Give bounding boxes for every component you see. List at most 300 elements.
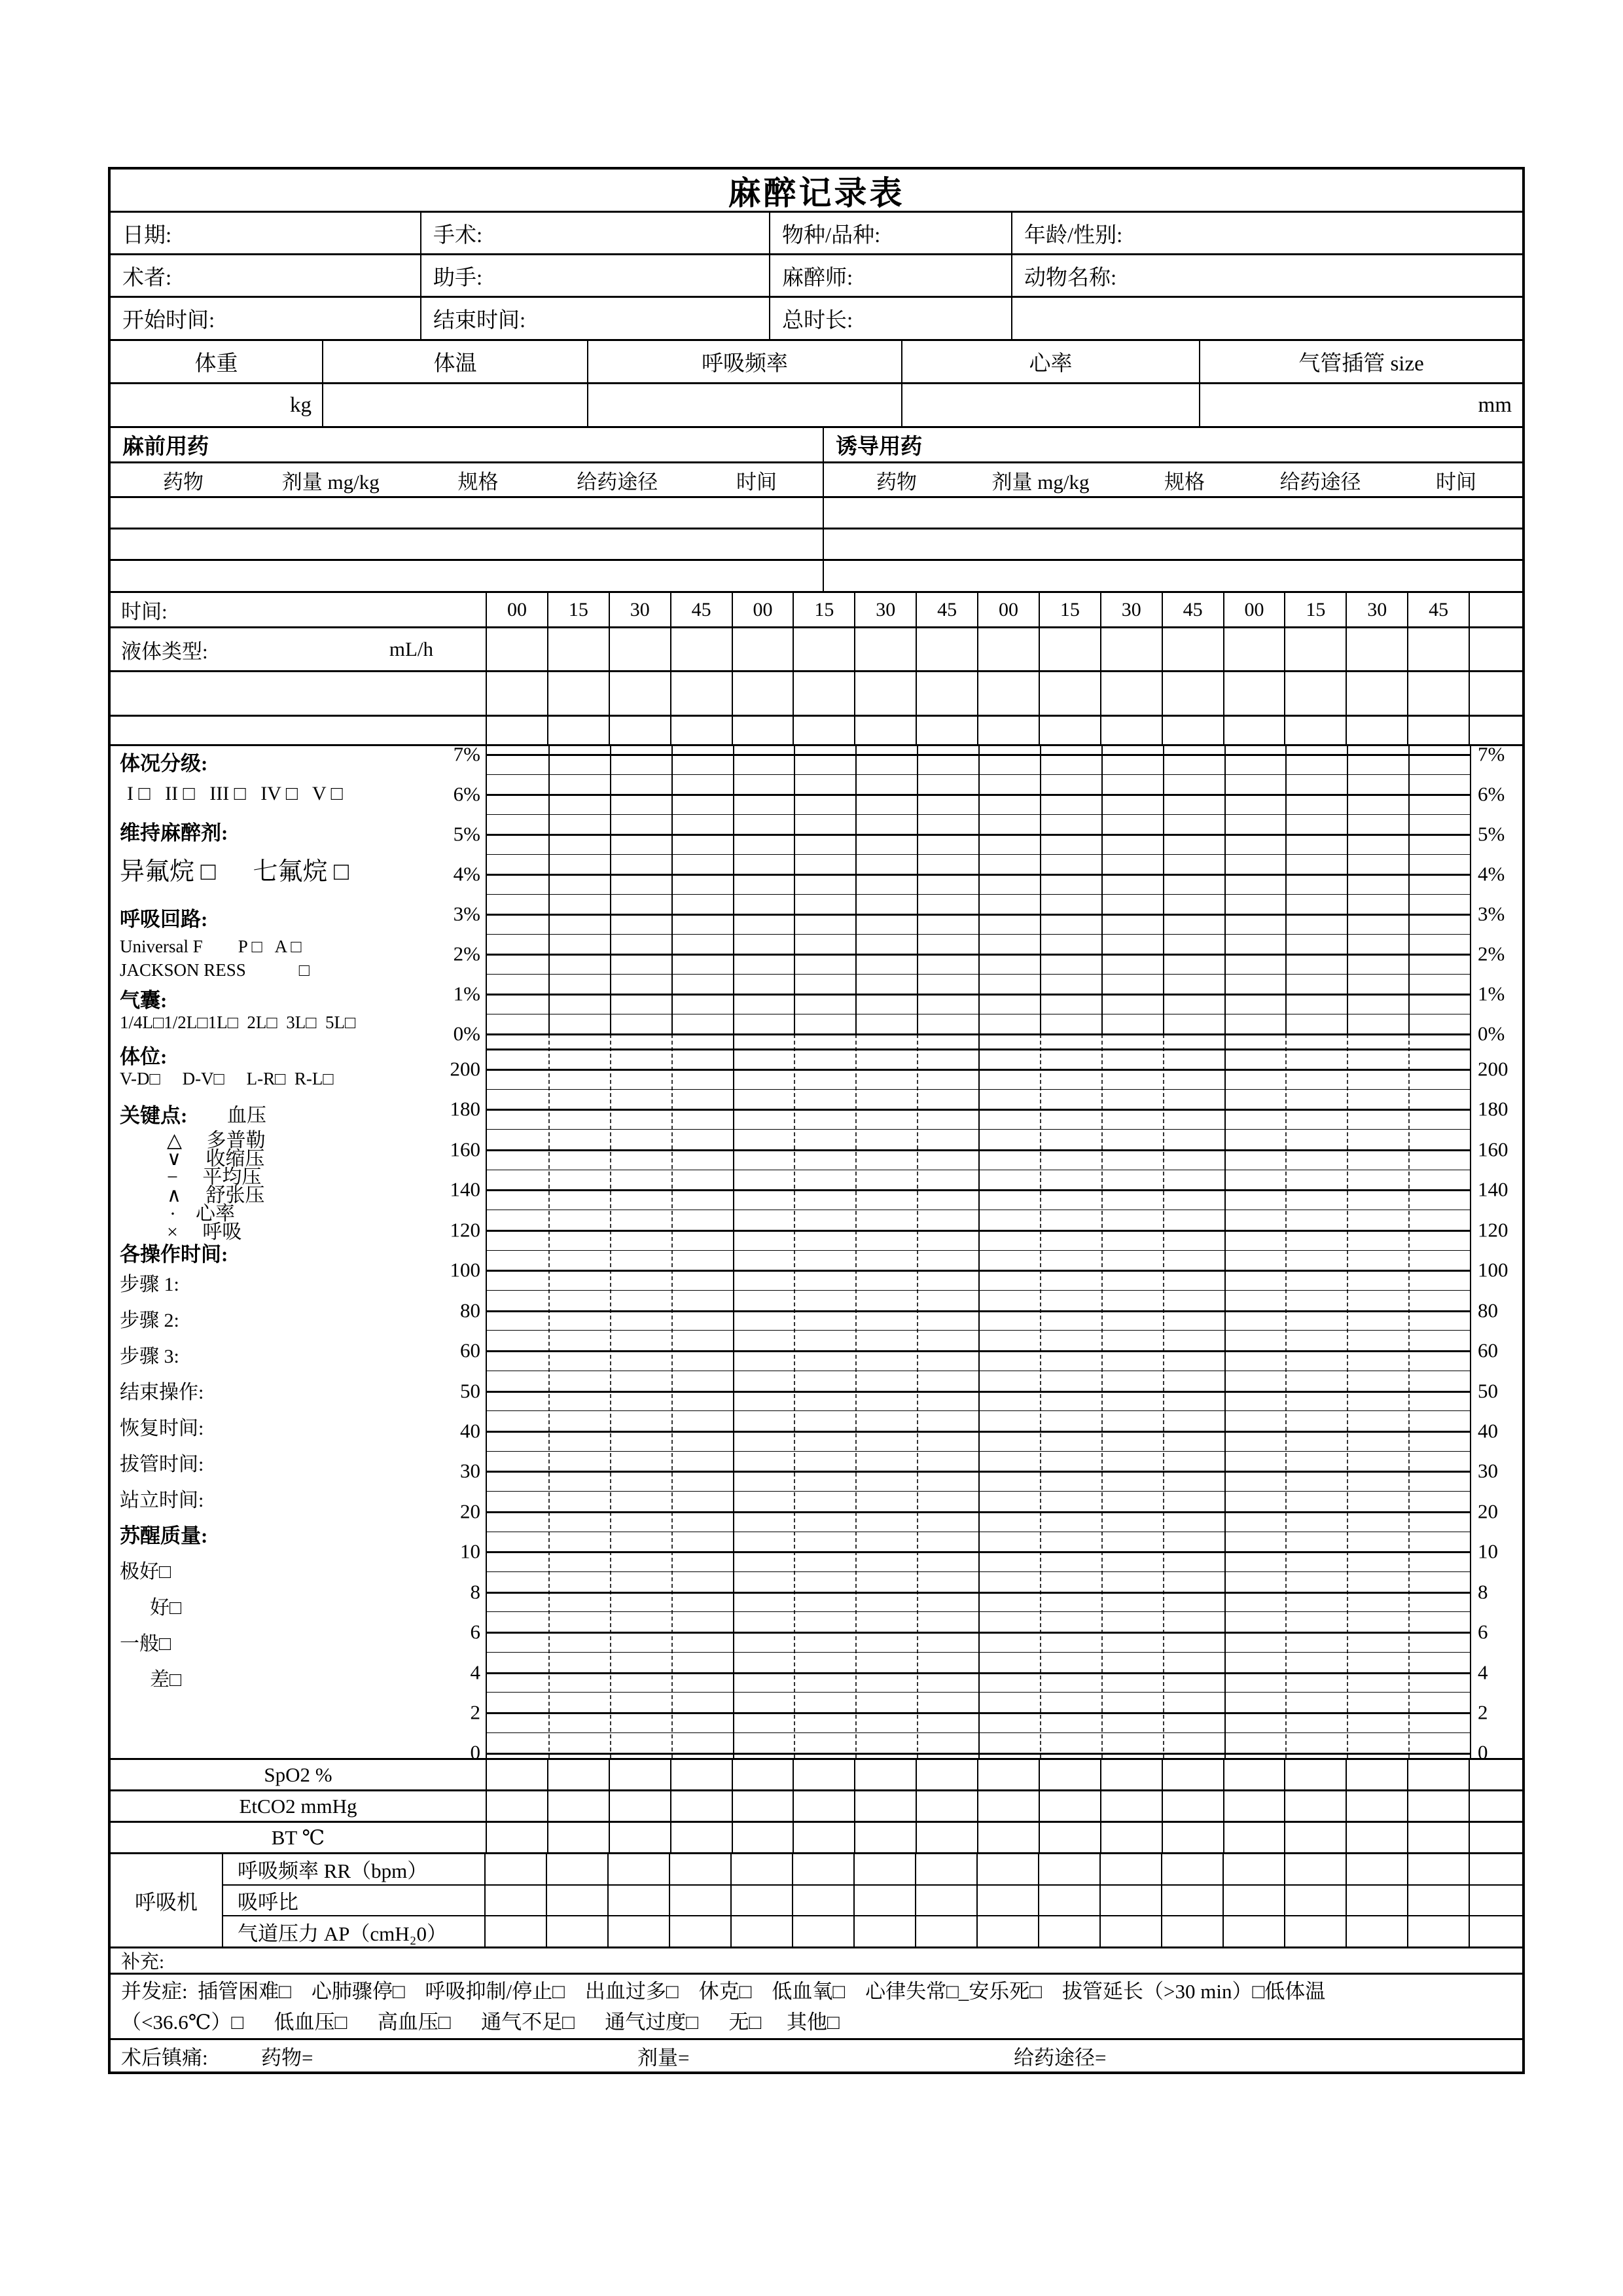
axis-label: 20 — [460, 1499, 480, 1523]
axis-label: 140 — [1478, 1177, 1508, 1201]
fill-cell — [1347, 672, 1408, 715]
grid-line — [487, 1672, 1470, 1674]
fill-cell — [916, 1916, 978, 1946]
premed-columns — [111, 463, 824, 496]
heart-rate-value — [902, 384, 1200, 426]
axis-label: 2% — [1478, 942, 1505, 965]
fill-cell — [1039, 1854, 1101, 1884]
fill-cell — [916, 1886, 978, 1916]
page-title: 麻醉记录表 — [111, 170, 1522, 213]
fill-cell — [1101, 1854, 1162, 1884]
induction-section-title: 诱导用药 — [836, 435, 922, 459]
axis-label: 2% — [453, 942, 480, 965]
axis-label: 180 — [1478, 1097, 1508, 1121]
bt-row — [111, 1823, 1522, 1854]
etco2-label: EtCO2 mmHg — [111, 1791, 487, 1821]
fill-cell — [486, 1886, 547, 1916]
header-row-3 — [111, 298, 1522, 341]
fill-cell — [855, 1886, 916, 1916]
fluid-row — [111, 628, 1522, 672]
axis-label: 50 — [460, 1379, 480, 1403]
weight-header: 体重 — [111, 341, 323, 382]
axis-label: 0 — [470, 1740, 480, 1764]
fill-cell — [548, 1760, 610, 1789]
fill-cell — [486, 1916, 547, 1946]
fill-cell — [978, 672, 1040, 715]
panel-item: 步骤 2: — [120, 1310, 179, 1331]
fill-cell — [1224, 1791, 1286, 1821]
fill-cell — [1285, 1886, 1347, 1916]
time-tick: 30 — [855, 593, 917, 626]
vitals-header-row — [111, 341, 1522, 384]
temperature-header: 体温 — [323, 341, 588, 382]
field-species: 物种/品种: — [770, 213, 1012, 253]
fill-cell — [1224, 1823, 1286, 1852]
fill-cell — [1040, 672, 1101, 715]
analgesia-dose: 剂量= — [637, 2046, 690, 2070]
fill-cell — [978, 1823, 1040, 1852]
fill-cell — [670, 1886, 732, 1916]
fill-cell — [1101, 672, 1163, 715]
panel-item: 一般□ — [120, 1633, 171, 1655]
grid-line — [487, 1732, 1470, 1733]
supplement-label: 补充: — [121, 1952, 165, 1973]
fill-cell — [1470, 1916, 1522, 1946]
panel-item: 步骤 3: — [120, 1346, 179, 1367]
fill-cell — [1224, 628, 1286, 670]
fluid-cells — [487, 628, 1522, 670]
col-spec: 规格 — [457, 470, 499, 493]
grid-line — [917, 746, 918, 1034]
fill-cell — [610, 1791, 671, 1821]
axis-label: 40 — [1478, 1419, 1498, 1443]
fill-cell — [1285, 672, 1347, 715]
grid-line — [1347, 1034, 1348, 1758]
fill-cell — [1101, 1760, 1163, 1789]
grid-line — [487, 1049, 1470, 1050]
fill-cell — [855, 672, 917, 715]
axis-label: 60 — [460, 1338, 480, 1362]
fill-cell — [1408, 717, 1470, 744]
axis-label: 6 — [470, 1620, 480, 1643]
panel-item: ∨ 收缩压 — [167, 1148, 265, 1170]
fill-cell — [1285, 1823, 1347, 1852]
fill-cell — [548, 1823, 610, 1852]
grid-line — [1347, 746, 1348, 1034]
fill-cell — [1162, 1854, 1224, 1884]
fill-cell — [1470, 628, 1522, 670]
grid-line — [487, 1491, 1470, 1492]
med-empty-row — [111, 561, 1522, 593]
field-surgery: 手术: — [421, 213, 770, 253]
ventilator-label: 呼吸机 — [111, 1854, 223, 1946]
fill-cell — [670, 1916, 732, 1946]
axis-label: 4% — [1478, 862, 1505, 886]
fill-cell — [917, 1823, 978, 1852]
axis-label: 120 — [450, 1218, 480, 1242]
grid-line — [487, 1652, 1470, 1653]
med-empty-row — [111, 529, 1522, 561]
analgesia-route: 给药途径= — [1014, 2046, 1107, 2070]
grid-line — [1285, 746, 1287, 1034]
fill-cell — [609, 1886, 670, 1916]
grid-line — [487, 794, 1470, 796]
fill-cell — [1285, 628, 1347, 670]
axis-label: 160 — [1478, 1138, 1508, 1161]
field-animal-name: 动物名称: — [1024, 266, 1117, 290]
med-column-headers — [111, 463, 1522, 498]
blank-row — [111, 672, 1522, 717]
fill-cell — [1470, 1886, 1522, 1916]
col-time: 时间 — [1435, 470, 1476, 493]
fill-cell — [1162, 1916, 1224, 1946]
analgesia-label: 术后镇痛: — [121, 2046, 208, 2070]
fill-cell — [1224, 717, 1286, 744]
fill-cell — [1470, 672, 1522, 715]
axis-label: 100 — [1478, 1258, 1508, 1282]
fill-cell — [1285, 717, 1347, 744]
field-surgeon: 术者: — [111, 255, 421, 296]
grid-line — [1285, 1034, 1287, 1758]
grid-line — [487, 1632, 1470, 1634]
grid-line — [487, 1391, 1470, 1393]
temperature-value — [323, 384, 588, 426]
fill-cell — [978, 1886, 1039, 1916]
grid-line — [487, 1129, 1470, 1130]
fill-cell — [1101, 628, 1163, 670]
panel-item: 1/4L□1/2L□1L□ 2L□ 3L□ 5L□ — [120, 1013, 356, 1032]
ett-size-unit: mm — [1478, 393, 1512, 417]
fill-cell — [610, 1823, 671, 1852]
fill-cell — [1347, 1854, 1408, 1884]
fill-cell — [1224, 1854, 1285, 1884]
complications-row — [111, 1975, 1522, 2040]
col-route: 给药途径 — [1279, 470, 1361, 493]
fill-cell — [1408, 1791, 1470, 1821]
fill-cell — [917, 717, 978, 744]
grid-line — [487, 1551, 1470, 1553]
grid-line — [487, 1230, 1470, 1232]
grid-line — [487, 894, 1470, 895]
time-tick: 45 — [671, 593, 733, 626]
chart-grid — [487, 746, 1470, 1758]
fill-cell — [1101, 1886, 1162, 1916]
panel-item: 差□ — [150, 1669, 182, 1691]
fill-cell — [547, 1854, 609, 1884]
panel-item: 体况分级: — [120, 752, 208, 775]
fill-cell — [1470, 717, 1522, 744]
fill-cell — [1163, 1823, 1224, 1852]
panel-item: 呼吸回路: — [120, 908, 208, 931]
monitoring-chart — [111, 742, 1522, 1764]
fill-cell — [794, 1791, 855, 1821]
panel-item: 结束操作: — [120, 1382, 204, 1403]
analgesia-row — [111, 2040, 1522, 2072]
fill-cell — [793, 1854, 855, 1884]
fill-cell — [487, 1791, 548, 1821]
ventilator-group — [111, 1854, 1522, 1948]
axis-label: 160 — [450, 1138, 480, 1161]
grid-line — [487, 1250, 1470, 1251]
grid-line — [794, 1034, 795, 1758]
fill-cell — [1224, 1886, 1285, 1916]
fill-cell — [1285, 1854, 1347, 1884]
vent-ap-row — [223, 1916, 1522, 1946]
grid-line — [487, 1109, 1470, 1111]
fill-cell — [548, 1791, 610, 1821]
axis-label: 5% — [1478, 822, 1505, 846]
axis-label: 4 — [1478, 1660, 1488, 1684]
col-spec: 规格 — [1164, 470, 1205, 493]
grid-line — [671, 1034, 673, 1758]
fill-cell — [1408, 1823, 1470, 1852]
axis-label: 140 — [450, 1177, 480, 1201]
induction-columns — [824, 463, 1522, 496]
fill-cell — [855, 1854, 916, 1884]
fill-cell — [1039, 1886, 1101, 1916]
axis-label: 120 — [1478, 1218, 1508, 1242]
axis-label: 5% — [453, 822, 480, 846]
time-tick: 45 — [1163, 593, 1224, 626]
fill-cell — [978, 1791, 1040, 1821]
time-tick: 00 — [1224, 593, 1286, 626]
axis-label: 8 — [470, 1580, 480, 1604]
analgesia-drug: 药物= — [261, 2046, 313, 2070]
panel-item: × 呼吸 — [167, 1221, 242, 1243]
fill-cell — [855, 1760, 917, 1789]
grid-line — [487, 934, 1470, 935]
panel-item: 恢复时间: — [120, 1418, 204, 1439]
time-ticks — [487, 593, 1522, 626]
fill-cell — [671, 672, 733, 715]
panel-item: 体位: — [120, 1045, 168, 1068]
fill-cell — [1347, 1791, 1408, 1821]
fluid-unit: mL/h — [389, 637, 433, 660]
fill-cell — [978, 1854, 1039, 1884]
fill-cell — [1347, 717, 1408, 744]
grid-line — [487, 1189, 1470, 1191]
axis-label: 4% — [453, 862, 480, 886]
fill-cell — [978, 1916, 1039, 1946]
grid-line — [487, 754, 1470, 756]
fill-cell — [855, 717, 917, 744]
grid-line — [487, 954, 1470, 956]
premed-section-title: 麻前用药 — [111, 428, 824, 461]
grid-line — [1224, 1034, 1226, 1758]
axis-label: 2 — [1478, 1700, 1488, 1724]
fill-cell — [793, 1886, 855, 1916]
fill-cell — [1101, 717, 1163, 744]
fill-cell — [1347, 1823, 1408, 1852]
axis-label: 0 — [1478, 1740, 1488, 1764]
med-section-titles — [111, 428, 1522, 463]
grid-line — [487, 1692, 1470, 1693]
fill-cell — [548, 672, 610, 715]
grid-line — [487, 994, 1470, 996]
fill-cell — [1163, 717, 1224, 744]
grid-line — [1101, 746, 1103, 1034]
fill-cell — [794, 628, 855, 670]
field-end-time: 结束时间: — [421, 298, 770, 339]
grid-line — [487, 1471, 1470, 1473]
axis-label: 6 — [1478, 1620, 1488, 1643]
grid-line — [487, 1089, 1470, 1090]
fill-cell — [855, 628, 917, 670]
panel-item: ∧ 舒张压 — [167, 1185, 265, 1206]
fill-cell — [978, 717, 1040, 744]
grid-line — [1408, 746, 1410, 1034]
fill-cell — [671, 717, 733, 744]
grid-line — [487, 1310, 1470, 1312]
vitals-value-row — [111, 384, 1522, 428]
fill-cell — [1285, 1791, 1347, 1821]
panel-item: 维持麻醉剂: — [120, 821, 228, 844]
heart-rate-header: 心率 — [902, 341, 1200, 382]
axis-label: 200 — [450, 1057, 480, 1081]
fill-cell — [1040, 1791, 1101, 1821]
fill-cell — [1470, 1791, 1522, 1821]
complications-line2: （<36.6℃）□ 低血压□ 高血压□ 通气不足□ 通气过度□ 无□ 其他□ — [121, 2011, 840, 2034]
fill-cell — [794, 1760, 855, 1789]
panel-item: 关键点: — [120, 1104, 188, 1127]
fill-cell — [855, 1791, 917, 1821]
grid-line — [1408, 1034, 1410, 1758]
axis-label: 180 — [450, 1097, 480, 1121]
fill-cell — [917, 628, 978, 670]
etco2-row — [111, 1791, 1522, 1823]
axis-label: 6% — [453, 782, 480, 806]
axis-label: 20 — [1478, 1499, 1498, 1523]
time-tick: 30 — [1347, 593, 1408, 626]
grid-line — [487, 774, 1470, 775]
grid-line — [978, 746, 980, 1034]
fill-cell — [1101, 1791, 1163, 1821]
grid-line — [487, 974, 1470, 975]
panel-item: 苏醒质量: — [120, 1524, 208, 1547]
vent-rr-label: 呼吸频率 RR（bpm） — [223, 1854, 486, 1884]
grid-line — [1224, 746, 1226, 1034]
time-tick: 15 — [1040, 593, 1101, 626]
col-time: 时间 — [736, 470, 777, 493]
grid-line — [487, 1350, 1470, 1352]
fill-cell — [1470, 1823, 1522, 1852]
fill-cell — [794, 672, 855, 715]
fill-cell — [671, 1823, 733, 1852]
field-blank — [1012, 298, 1522, 339]
grid-line — [794, 746, 795, 1034]
fill-cell — [732, 1854, 793, 1884]
fill-cell — [487, 1823, 548, 1852]
field-total-duration: 总时长: — [770, 298, 1012, 339]
fill-cell — [610, 672, 671, 715]
axis-label: 8 — [1478, 1580, 1488, 1604]
spo2-label: SpO2 % — [111, 1760, 487, 1789]
axis-label: 7% — [1478, 742, 1505, 766]
fill-cell — [733, 717, 794, 744]
axis-label: 1% — [453, 982, 480, 1005]
axis-label: 2 — [470, 1700, 480, 1724]
fill-cell — [1408, 1916, 1470, 1946]
grid-line — [548, 746, 550, 1034]
axis-label: 10 — [1478, 1539, 1498, 1563]
fill-cell — [733, 672, 794, 715]
fill-cell — [1162, 1886, 1224, 1916]
vent-ap-label: 气道压力 AP（cmH₂0） — [223, 1916, 486, 1946]
fill-cell — [1347, 1916, 1408, 1946]
axis-label: 50 — [1478, 1379, 1498, 1403]
grid-line — [1040, 746, 1041, 1034]
grid-line — [487, 874, 1470, 876]
axis-label: 0% — [1478, 1022, 1505, 1045]
time-tick: 15 — [548, 593, 610, 626]
col-route: 给药途径 — [577, 470, 658, 493]
time-tick: 15 — [794, 593, 855, 626]
fill-cell — [1040, 717, 1101, 744]
axis-label: 3% — [453, 902, 480, 925]
fill-cell — [610, 1760, 671, 1789]
ett-size-header: 气管插管 size — [1298, 352, 1424, 376]
panel-item: 拔管时间: — [120, 1454, 204, 1475]
fill-cell — [733, 1823, 794, 1852]
fill-cell — [487, 717, 548, 744]
axis-label: 80 — [460, 1299, 480, 1322]
field-anesthetist: 麻醉师: — [770, 255, 1012, 296]
fill-cell — [1408, 1854, 1470, 1884]
grid-line — [1163, 1034, 1164, 1758]
grid-line — [487, 1270, 1470, 1272]
respiration-value — [588, 384, 902, 426]
spo2-row — [111, 1760, 1522, 1791]
panel-item: 血压 — [227, 1105, 266, 1126]
fill-cell — [487, 672, 548, 715]
fill-cell — [548, 717, 610, 744]
fill-cell — [671, 628, 733, 670]
axis-label: 60 — [1478, 1338, 1498, 1362]
panel-item: 气囊: — [120, 989, 168, 1012]
panel-item: I □ II □ III □ IV □ V □ — [127, 783, 343, 804]
fill-cell — [1408, 1886, 1470, 1916]
panel-item: − 平均压 — [167, 1166, 262, 1188]
time-row-label: 时间: — [111, 593, 487, 626]
fill-cell — [610, 717, 671, 744]
grid-line — [1163, 746, 1164, 1034]
fill-cell — [732, 1916, 793, 1946]
axis-label: 40 — [460, 1419, 480, 1443]
fill-cell — [1470, 1760, 1522, 1789]
time-row — [111, 593, 1522, 628]
time-tick: 45 — [1408, 593, 1470, 626]
panel-item: 各操作时间: — [120, 1243, 228, 1266]
fill-cell — [978, 628, 1040, 670]
fill-cell — [609, 1854, 670, 1884]
field-age-sex: 年龄/性别: — [1024, 223, 1123, 247]
fill-cell — [917, 1791, 978, 1821]
fill-cell — [1285, 1760, 1347, 1789]
panel-item: 站立时间: — [120, 1490, 204, 1511]
panel-item: 好□ — [150, 1597, 182, 1619]
fill-cell — [978, 1760, 1040, 1789]
grid-line — [1040, 1034, 1041, 1758]
fill-cell — [855, 1916, 916, 1946]
fill-cell — [671, 1760, 733, 1789]
fill-cell — [487, 1760, 548, 1789]
col-drug: 药物 — [876, 470, 917, 493]
axis-label: 4 — [470, 1660, 480, 1684]
grid-line — [487, 854, 1470, 855]
grid-line — [733, 1034, 734, 1758]
fill-cell — [855, 1823, 917, 1852]
panel-item: 步骤 1: — [120, 1274, 179, 1295]
